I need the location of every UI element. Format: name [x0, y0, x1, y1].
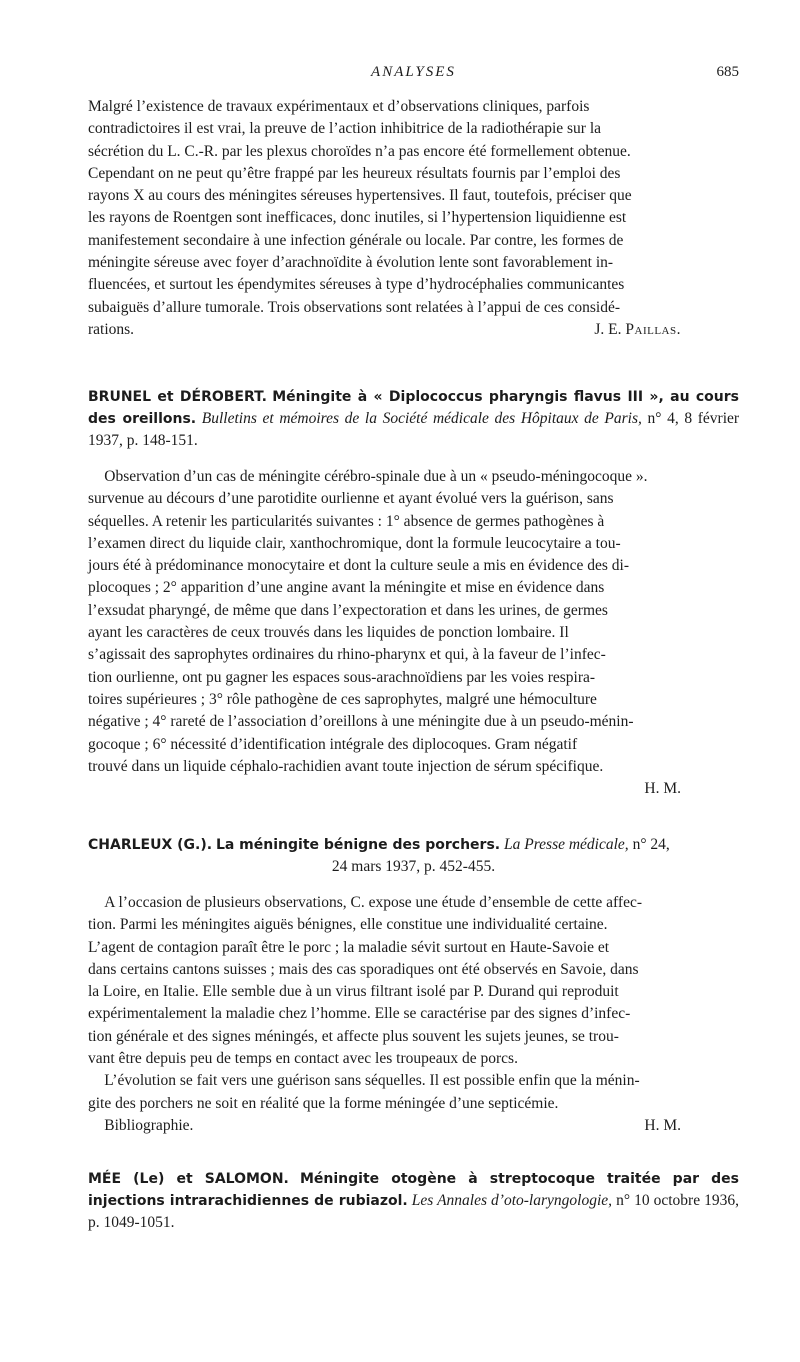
text-line: jours été à prédominance monocytaire et dont la culture seule a mis en évidence des di-: [88, 557, 630, 575]
text-line: tion générale et des signes méningés, et affecte plus souvent les sujets jeunes, se trou-: [88, 1027, 619, 1045]
text-line: toires supérieures ; 3° rôle pathogène de ces saprophytes, malgré une hémoculture: [88, 690, 597, 708]
text-line: Observation d’un cas de méningite cérébro-spinale due à un « pseudo-méningocoque ».: [104, 468, 648, 485]
reference-charleux: [88, 834, 739, 878]
page-header: [88, 64, 739, 86]
reference-details: n° 4, 8 février 1937, p. 148-151.: [88, 410, 740, 449]
page-number: 685: [716, 64, 739, 80]
reference-line: [88, 834, 739, 856]
text-line: rations.: [88, 320, 135, 338]
text-line: l’exsudat pharyngé, de même que dans l’expectoration et dans les urines, de germes: [88, 601, 608, 619]
text-line: fluencées, et surtout les épendymites séreuses à type d’hydrocéphalies communicantes: [88, 276, 625, 294]
text-line: séquelles. A retenir les particularités suivantes : 1° absence de germes pathogènes à: [88, 512, 605, 530]
text-line: A l’occasion de plusieurs observations, C. expose une étude d’ensemble de cette affec-: [104, 894, 642, 911]
reference-title: Méningite à « Diplococcus pharyngis flavus III », au cours des oreillons.: [88, 389, 739, 427]
text-line: rayons X au cours des méningites séreuses hypertensives. Il faut, toutefois, préciser que: [88, 187, 632, 205]
text-line: tion ourlienne, ont pu gagner les espaces sous-arachnoïdiens par les voies respira-: [88, 668, 596, 686]
paillas-review: [88, 96, 739, 341]
reference-title: La méningite bénigne des porchers.: [215, 837, 501, 853]
text-line: trouvé dans un liquide céphalo-rachidien avant toute injection de sérum spécifique.: [88, 757, 604, 775]
text-line: négative ; 4° rareté de l’association d’oreillons à une méningite due à un pseudo-ménin-: [88, 713, 634, 731]
text-line: ayant les caractères de ceux trouvés dans les liquides de ponction lombaire. Il: [88, 624, 569, 642]
reference-authors: BRUNEL et DÉROBERT.: [88, 389, 267, 405]
text-line: tion. Parmi les méningites aiguës bénignes, elle constitue une individualité certaine.: [88, 916, 608, 934]
signature-name: Paillas.: [625, 320, 681, 338]
reference-details: n° 10 octobre 1936, p. 1049-1051.: [88, 1192, 740, 1231]
text-line: vant être depuis peu de temps en contact avec les troupeaux de porcs.: [88, 1050, 518, 1068]
text-line: gite des porchers ne soit en réalité que la forme méningée d’une septicémie.: [88, 1094, 559, 1112]
text-line: dans certains cantons suisses ; mais des cas sporadiques ont été observés en Savoie, dans: [88, 960, 639, 978]
text-line: la Loire, en Italie. Elle semble due à un virus filtrant isolé par P. Durand qui reproduit: [88, 983, 619, 1001]
text-line: L’agent de contagion paraît être le porc ; la maladie sévit surtout en Haute-Savoie et: [88, 938, 610, 956]
reference-mee: [88, 1168, 739, 1234]
signature: H. M.: [644, 780, 681, 798]
reference-brunel: [88, 386, 739, 452]
reference-authors: CHARLEUX (G.).: [88, 837, 213, 853]
text-line: L’évolution se fait vers une guérison sans séquelles. Il est possible enfin que la ménin-: [104, 1072, 640, 1090]
text-line: Malgré l’existence de travaux expérimentaux et d’observations cliniques, parfois: [88, 98, 590, 115]
signature: J. E. Paillas.: [594, 320, 681, 338]
text-line: gocoque ; 6° nécessité d’identification intégrale des diplocoques. Gram négatif: [88, 735, 578, 753]
text-line: subaiguës d’allure tumorale. Trois observations sont relatées à l’appui de ces considé-: [88, 298, 621, 316]
signature-line: [88, 319, 739, 341]
text-line: Cependant on ne peut qu’être frappé par les heureux résultats fournis par l’emploi des: [88, 164, 621, 182]
reference-title: Méningite otogène à streptocoque traitée par des injections intrarachidiennes de rubiazol.: [88, 1171, 740, 1209]
reference-source: Bulletins et mémoires de la Société médicale des Hôpitaux de Paris,: [201, 410, 642, 427]
text-line: plocoques ; 2° apparition d’une angine avant la méningite et mise en évidence dans: [88, 579, 605, 597]
text-line: sécrétion du L. C.-R. par les plexus choroïdes n’a pas encore été formellement obtenue.: [88, 142, 631, 160]
running-title: ANALYSES: [371, 64, 456, 80]
text-line: méningite séreuse avec foyer d’arachnoïdite à évolution lente sont favorablement in-: [88, 254, 614, 272]
reference-authors: MÉE (Le) et SALOMON.: [88, 1171, 289, 1187]
text-line: l’examen direct du liquide clair, xanthochromique, dont la formule leucocytaire a tou-: [88, 534, 621, 552]
signature: H. M.: [644, 1116, 681, 1134]
text-line: manifestement secondaire à une infection générale ou locale. Par contre, les formes de: [88, 231, 624, 249]
reference-source: Les Annales d’oto-laryngologie,: [411, 1192, 613, 1209]
text-line: les rayons de Roentgen sont inefficaces, donc inutiles, si l’hypertension liquidienne est: [88, 209, 627, 227]
brunel-review: [88, 466, 739, 800]
text-line: expérimentalement la maladie chez l’homme. Elle se caractérise par des signes d’infec-: [88, 1005, 631, 1023]
reference-details: 24 mars 1937, p. 452-455.: [331, 858, 496, 875]
signature-line: [88, 1115, 739, 1137]
text-line: contradictoires il est vrai, la preuve de l’action inhibitrice de la radiothérapie sur la: [88, 120, 602, 138]
charleux-review: [88, 892, 739, 1137]
reference-details: n° 24,: [632, 836, 670, 853]
text-line: survenue au décours d’une parotidite ourlienne et ayant évolué vers la guérison, sans: [88, 490, 614, 508]
text-line: s’agissait des saprophytes ordinaires du rhino-pharynx et qui, à la faveur de l’infec-: [88, 646, 606, 664]
reference-source: La Presse médicale,: [503, 836, 629, 853]
bibliography-note: Bibliographie.: [104, 1116, 194, 1134]
